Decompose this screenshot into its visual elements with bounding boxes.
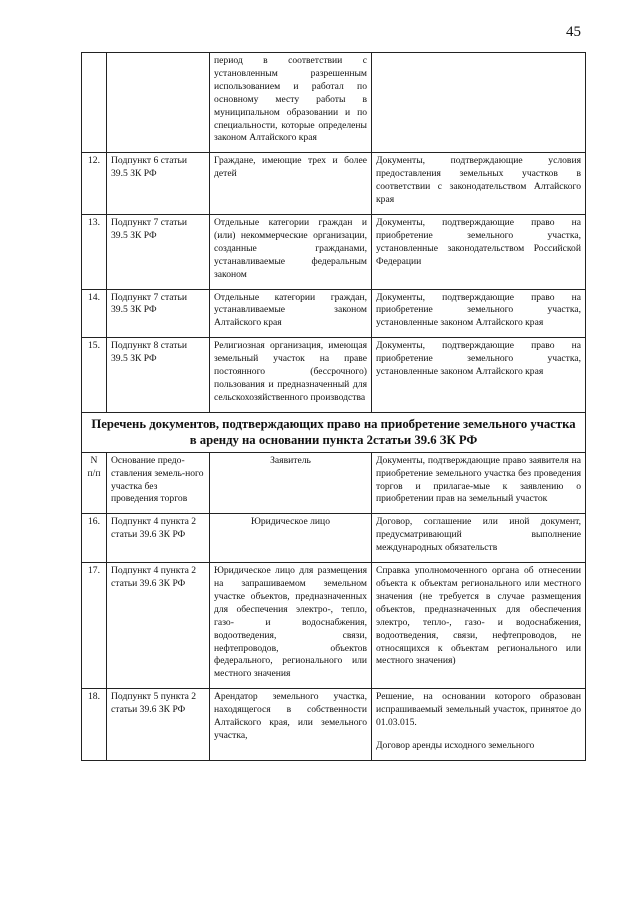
- row-documents: [372, 53, 586, 153]
- table-header-row: [82, 452, 586, 514]
- row-documents: Документы, подтверждающие право на приобретение земельного участка, установленные законом Алтайского края: [372, 338, 586, 413]
- row-documents: Документы, подтверждающие право на приобретение земельного участка, установленные законом Алтайского края: [372, 289, 586, 338]
- row-basis: Подпункт 4 пункта 2 статьи 39.6 ЗК РФ: [107, 514, 210, 563]
- header-documents: Документы, подтверждающие право заявителя на приобретение земельного участка без проведения торгов и прилагае-мые к заявлению о приобретении прав на земельный участок: [372, 452, 586, 514]
- row-applicant: Религиозная организация, имеющая земельный участок на праве постоянного (бессрочного) пользования и предназначенный для сельскохозяйственного производства: [210, 338, 372, 413]
- table-row: [82, 214, 586, 289]
- row-documents-part: Решение, на основании которого образован испрашиваемый земельный участок, принятое до 01.03.015.: [376, 691, 581, 729]
- page-number: 45: [566, 24, 581, 40]
- row-basis: [107, 53, 210, 153]
- row-applicant: Юридическое лицо для размещения на запрашиваемом земельном участке объектов, предназначенных для обеспечения электро-, тепло, газо- и водоснабжения, водоотведения, связи, нефтепроводов, объектов федерального, регионального или местного значения: [210, 563, 372, 689]
- row-number: 16.: [82, 514, 107, 563]
- row-applicant: Граждане, имеющие трех и более детей: [210, 153, 372, 215]
- section-row: [82, 412, 586, 452]
- row-documents: Договор, соглашение или иной документ, предусматривающий выполнение международных обязательств: [372, 514, 586, 563]
- row-basis: Подпункт 5 пункта 2 статьи 39.6 ЗК РФ: [107, 689, 210, 761]
- row-number: 13.: [82, 214, 107, 289]
- row-documents: [372, 689, 586, 761]
- table-row: [82, 153, 586, 215]
- table-row: [82, 289, 586, 338]
- row-number: 12.: [82, 153, 107, 215]
- row-basis: Подпункт 6 статьи 39.5 ЗК РФ: [107, 153, 210, 215]
- row-documents: Документы, подтверждающие право на приобретение земельного участка, установленные законодательством Российской Федерации: [372, 214, 586, 289]
- row-number: 14.: [82, 289, 107, 338]
- row-number: 15.: [82, 338, 107, 413]
- row-applicant: Отдельные категории граждан, устанавливаемые законом Алтайского края: [210, 289, 372, 338]
- row-basis: Подпункт 8 статьи 39.5 ЗК РФ: [107, 338, 210, 413]
- documents-table: [81, 52, 586, 761]
- table-row: [82, 514, 586, 563]
- row-applicant: Отдельные категории граждан и (или) некоммерческие организации, созданные гражданами, устанавливаемые федеральным законом: [210, 214, 372, 289]
- row-basis: Подпункт 7 статьи 39.5 ЗК РФ: [107, 289, 210, 338]
- section-title: Перечень документов, подтверждающих право на приобретение земельного участка в аренду на основании пункта 2статьи 39.6 ЗК РФ: [82, 412, 586, 452]
- header-number: N п/п: [82, 452, 107, 514]
- row-number: 18.: [82, 689, 107, 761]
- row-number: [82, 53, 107, 153]
- table-row: [82, 338, 586, 413]
- table-row: [82, 53, 586, 153]
- row-applicant: Арендатор земельного участка, находящегося в собственности Алтайского края, или земельного участка,: [210, 689, 372, 761]
- row-documents-part: Договор аренды исходного земельного: [376, 739, 535, 751]
- row-documents: Документы, подтверждающие условия предоставления земельных участков в соответствии с законодательством Алтайского края: [372, 153, 586, 215]
- row-basis: Подпункт 7 статьи 39.5 ЗК РФ: [107, 214, 210, 289]
- row-basis: Подпункт 4 пункта 2 статьи 39.6 ЗК РФ: [107, 563, 210, 689]
- table-row: [82, 689, 586, 761]
- row-number: 17.: [82, 563, 107, 689]
- row-applicant: период в соответствии с установленным разрешенным использованием и работал по основному месту работы в муниципальном образовании и по специальности, которые определены законом Алтайского края: [210, 53, 372, 153]
- row-documents: Справка уполномоченного органа об отнесении объекта к объектам регионального или местного значения (не требуется в случае размещения объектов, предназначенных для обеспечения электро, тепло-, газо- и водоснабжения, водоотведения, связи, нефтепроводов, не относящихся к объектам региональногo или местного значения): [372, 563, 586, 689]
- header-applicant: Заявитель: [210, 452, 372, 514]
- row-applicant: Юридическое лицо: [210, 514, 372, 563]
- header-basis: Основание предо-ставления земель-ного участка без проведения торгов: [107, 452, 210, 514]
- table-row: [82, 563, 586, 689]
